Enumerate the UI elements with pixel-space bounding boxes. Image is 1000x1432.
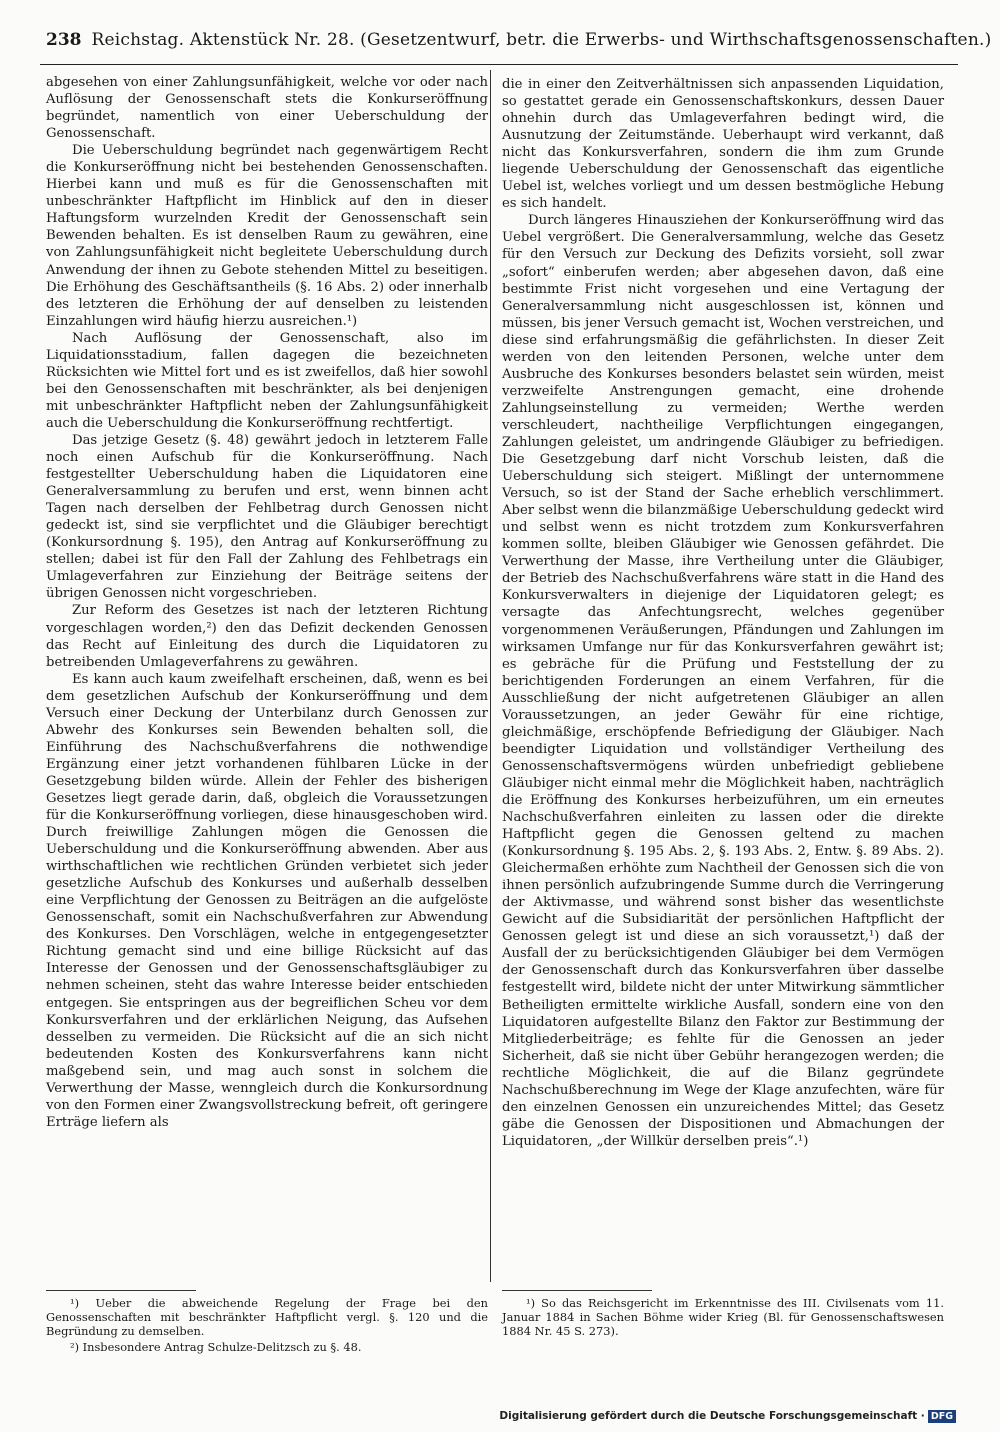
left-column: [46, 74, 488, 1131]
footnotes-left: [46, 1296, 488, 1355]
paragraph: Es kann auch kaum zweifelhaft erscheinen, daß, wenn es bei dem gesetzlichen Aufschub der Konkurseröffnung und dem Versuch einer Deckung der Unterbilanz durch Genossen zur Abwehr des Konkurses sein Bewenden behalten soll, die Einführung des Nachschußverfahrens die nothwendige Ergänzung einer jetzt vorhandenen fühlbaren Lücke in der Gesetzgebung bilden würde. Allein der Fehler des bisherigen Gesetzes liegt gerade darin, daß, obgleich die Voraussetzungen für die Konkurseröffnung vorliegen, diese hinausgeschoben wird. Durch freiwillige Zahlungen mögen die Genossen die Ueberschuldung und die Konkurseröffnung abwenden. Aber aus wirthschaftlichen wie rechtlichen Gründen verbietet sich jeder gesetzliche Aufschub des Konkurses und außerhalb desselben eine Verpflichtung der Genossen zu Beiträgen an die aufgelöste Genossenschaft, somit ein Nachschußverfahren zur Abwendung des Konkurses. Den Vorschlägen, welche in entgegengesetzter Richtung gemacht sind und eine billige Rücksicht auf das Interesse der Genossen und der Genossenschaftsgläubiger zu nehmen scheinen, steht das wahre Interesse beider entschieden entgegen. Sie entspringen aus der begreiflichen Scheu vor dem Konkursverfahren und der erklärlichen Neigung, das Aufsehen desselben zu vermeiden. Die Rücksicht auf die an sich nicht bedeutenden Kosten des Konkursverfahrens kann nicht maßgebend sein, und mag auch sonst in solchem die Verwerthung der Masse, wenngleich durch die Konkursordnung von den Formen einer Zwangsvollstreckung befreit, oft geringere Erträge liefern als: [46, 671, 488, 1130]
paragraph: Nach Auflösung der Genossenschaft, also im Liquidationsstadium, fallen dagegen die bezeichneten Rücksichten wie Mittel fort und es ist zweifellos, daß hier sowohl bei den Genossenschaften mit beschränkter, als bei denjenigen mit unbeschränkter Haftpflicht neben der Zahlungsunfähigkeit auch die Ueberschuldung die Konkurseröffnung rechtfertigt.: [46, 330, 488, 431]
paragraph: die in einer den Zeitverhältnissen sich anpassenden Liquidation, so gestattet gerade ein Genossenschaftskonkurs, dessen Dauer ohnehin durch das Umlageverfahren bedingt wird, die Ausnutzung der Zeitumstände. Ueberhaupt wird verkannt, daß nicht das Konkursverfahren, sondern die ihm zum Grunde liegende Ueberschuldung der Genossenschaft das eigentliche Uebel ist, welches vorliegt und um dessen bestmögliche Hebung es sich handelt.: [502, 77, 944, 212]
right-column: [502, 76, 944, 1150]
page-header: [46, 30, 992, 60]
paragraph: abgesehen von einer Zahlungsunfähigkeit, welche vor oder nach Auflösung der Genossenschaft stets die Konkurseröffnung begründet, namentlich von einer Ueberschuldung der Genossenschaft.: [46, 75, 488, 142]
footnote-rule-right: [502, 1290, 652, 1291]
footnote: ¹) So das Reichsgericht im Erkenntnisse des III. Civilsenats vom 11. Januar 1884 in Sachen Böhme wider Krieg (Bl. für Genossenschaftswesen 1884 Nr. 45 S. 273).: [502, 1296, 944, 1339]
paragraph: Das jetzige Gesetz (§. 48) gewährt jedoch in letzterem Falle noch einen Aufschub für die Konkurseröffnung. Nach festgestellter Ueberschuldung haben die Liquidatoren eine Generalversammlung zu berufen und erst, wenn binnen acht Tagen nach derselben der Fehlbetrag durch Genossen nicht gedeckt ist, sind sie verpflichtet und die Gläubiger berechtigt (Konkursordnung §. 195), den Antrag auf Konkurseröffnung zu stellen; dabei ist für den Fall der Zahlung des Fehlbetrags ein Umlageverfahren zur Einziehung der Beiträge seitens der übrigen Genossen nicht vorgeschrieben.: [46, 432, 488, 602]
footnote-rule-left: [46, 1290, 196, 1291]
credit-text: Digitalisierung gefördert durch die Deutsche Forschungsgemeinschaft ·: [499, 1410, 925, 1422]
page-number: 238: [46, 30, 82, 50]
dfg-logo: DFG: [928, 1410, 956, 1423]
header-rule: [40, 64, 958, 65]
column-separator: [490, 70, 491, 1282]
paragraph: Zur Reform des Gesetzes ist nach der letzteren Richtung vorgeschlagen worden,²) den das Defizit deckenden Genossen das Recht auf Einleitung des durch die Liquidatoren zu betreibenden Umlageverfahrens zu gewähren.: [46, 603, 488, 670]
footnote: ¹) Ueber die abweichende Regelung der Frage bei den Genossenschaften mit beschränkter Haftpflicht vergl. §. 120 und die Begründung zu demselben.: [46, 1296, 488, 1339]
digitization-credit: [499, 1410, 956, 1423]
footnote: ²) Insbesondere Antrag Schulze-Delitzsch zu §. 48.: [70, 1339, 362, 1354]
running-title: Reichstag. Aktenstück Nr. 28. (Gesetzentwurf, betr. die Erwerbs- und Wirthschaftsgenossenschaften.): [91, 30, 992, 50]
paragraph: Durch längeres Hinausziehen der Konkurseröffnung wird das Uebel vergrößert. Die Generalversammlung, welche das Gesetz für den Versuch zur Deckung des Defizits vorsieht, soll zwar „sofort“ einberufen werden; aber abgesehen davon, daß eine bestimmte Frist nicht vorgesehen und eine Vertagung der Generalversammlung nicht ausgeschlossen ist, können und müssen, bis jener Versuch gemacht ist, Wochen verstreichen, und diese sind erfahrungsmäßig die gefährlichsten. In dieser Zeit werden von den leitenden Personen, welche unter dem Ausbruche des Konkurses besonders belastet sein würden, meist verzweifelte Anstrengungen gemacht, eine drohende Zahlungseinstellung zu vermeiden; Werthe werden verschleudert, nachtheilige Verpflichtungen eingegangen, Zahlungen geleistet, um andringende Gläubiger zu befriedigen. Die Gesetzgebung darf nicht Vorschub leisten, daß die Ueberschuldung sich steigert. Mißlingt der unternommene Versuch, so ist der Stand der Sache erheblich verschlimmert. Aber selbst wenn die bilanzmäßige Ueberschuldung gedeckt wird und selbst wenn es nicht trotzdem zum Konkursverfahren kommen sollte, bleiben Gläubiger wie Genossen gefährdet. Die Verwerthung der Masse, ihre Vertheilung unter die Gläubiger, der Betrieb des Nachschußverfahrens wäre statt in die Hand des Konkursverwalters in diejenige der Liquidatoren gelegt; es versagte das Anfechtungsrecht, welches gegenüber vorgenommenen Veräußerungen, Pfändungen und Zahlungen im wirksamen Umfange nur für das Konkursverfahren gewährt ist; es gebräche für die Prüfung und Feststellung der zu berichtigenden Forderungen an einem Verfahren, für die Ausschließung der nicht aufgetretenen Gläubiger an allen Voraussetzungen, an jeder Gewähr für eine richtige, gleichmäßige, erschöpfende Befriedigung der Gläubiger. Nach beendigter Liquidation und vollständiger Vertheilung des Genossenschaftsvermögens würden unbefriedigt gebliebene Gläubiger nicht einmal mehr die Möglichkeit haben, nachträglich die Eröffnung des Konkurses herbeizuführen, um ein erneutes Nachschußverfahren einleiten zu lassen oder die direkte Haftpflicht gegen die Genossen geltend zu machen (Konkursordnung §. 195 Abs. 2, §. 193 Abs. 2, Entw. §. 89 Abs. 2). Gleichermaßen erhöhte zum Nachtheil der Genossen sich die von ihnen persönlich aufzubringende Summe durch die Verringerung der Aktivmasse, und während sonst bisher das wesentlichste Gewicht auf die Subsidiarität der persönlichen Haftpflicht der Genossen gelegt ist und diese an sich voraussetzt,¹) daß der Ausfall der zu berücksichtigenden Gläubiger bei dem Vermögen der Genossenschaft durch das Konkursverfahren über dasselbe festgestellt wird, bildete nicht der unter Mitwirkung sämmtlicher Betheiligten ermittelte wirkliche Ausfall, sondern eine von den Liquidatoren aufgestellte Bilanz den Faktor zur Bestimmung der Mitgliederbeiträge; es fehlte für die Genossen an jeder Sicherheit, daß sie nicht über Gebühr herangezogen werden; die rechtliche Möglichkeit, die auf die Bilanz gegründete Nachschußberechnung im Wege der Klage anzufechten, wäre für den einzelnen Genossen ein unzureichendes Mittel; das Gesetz gäbe die Genossen der Dispositionen und Abmachungen der Liquidatoren, „der Willkür derselben preis“.¹): [502, 213, 944, 1149]
paragraph: Die Ueberschuldung begründet nach gegenwärtigem Recht die Konkurseröffnung nicht bei bestehenden Genossenschaften. Hierbei kann und muß es für die Genossenschaften mit unbeschränkter Haftpflicht im Hinblick auf den in dieser Haftungsform wurzelnden Kredit der Genossenschaft sein Bewenden behalten. Es ist denselben Raum zu gewähren, eine von Zahlungsunfähigkeit nicht begleitete Ueberschuldung durch Anwendung der ihnen zu Gebote stehenden Mittel zu beseitigen. Die Erhöhung des Geschäftsantheils (§. 16 Abs. 2) oder innerhalb des letzteren die Erhöhung der auf denselben zu leistenden Einzahlungen wird häufig hierzu ausreichen.¹): [46, 143, 488, 329]
footnotes-right: [502, 1296, 944, 1340]
